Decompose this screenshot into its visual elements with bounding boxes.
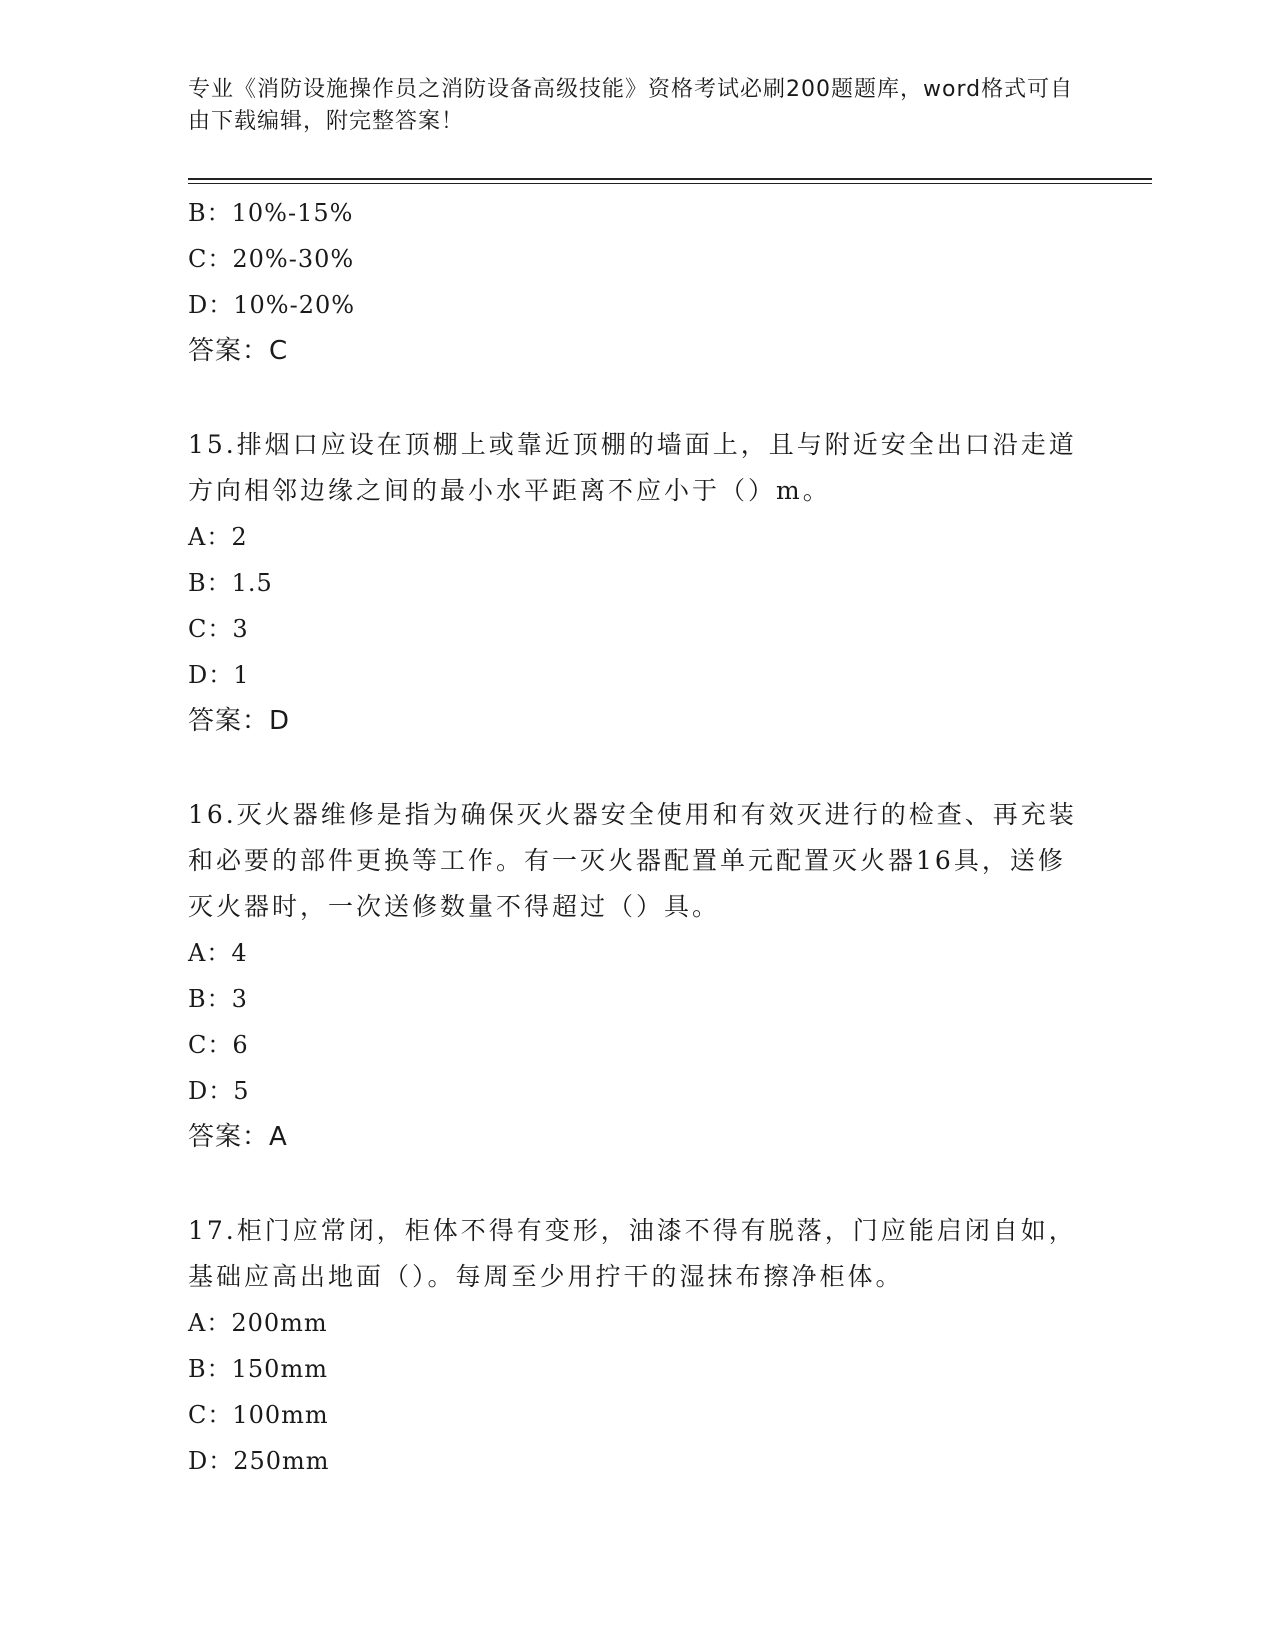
option-b: B：3 <box>188 985 248 1013</box>
option-c: C：20%-30% <box>188 245 355 273</box>
spacer <box>188 374 1088 422</box>
option-c: C：100mm <box>188 1401 329 1429</box>
header-divider-thick <box>188 178 1152 180</box>
question-17 <box>188 1208 1088 1484</box>
question-text: 16.灭火器维修是指为确保灭火器安全使用和有效灭进行的检查、再充装和必要的部件更换等工作。有一灭火器配置单元配置灭火器16具，送修灭火器时，一次送修数量不得超过（）具。 <box>188 800 1077 921</box>
option-a: A：200mm <box>188 1309 328 1337</box>
option-c: C：6 <box>188 1031 249 1059</box>
option-a: A：4 <box>188 939 248 967</box>
option-b: B：1.5 <box>188 569 273 597</box>
option-b: B：10%-15% <box>188 199 354 227</box>
question-14-tail <box>188 190 1088 374</box>
spacer <box>188 1160 1088 1208</box>
answer-line: 答案：C <box>188 336 289 366</box>
option-a: A：2 <box>188 523 248 551</box>
option-d: D：250mm <box>188 1447 330 1475</box>
header-divider-thin <box>188 183 1152 184</box>
question-text: 15.排烟口应设在顶棚上或靠近顶棚的墙面上，且与附近安全出口沿走道方向相邻边缘之间的最小水平距离不应小于（）m。 <box>188 430 1077 505</box>
option-c: C：3 <box>188 615 249 643</box>
question-16 <box>188 792 1088 1160</box>
answer-line: 答案：D <box>188 706 291 736</box>
document-header: 专业《消防设施操作员之消防设备高级技能》资格考试必刷200题题库，word格式可自由下载编辑，附完整答案！ <box>188 77 1074 134</box>
answer-line: 答案：A <box>188 1122 288 1152</box>
question-text: 17.柜门应常闭，柜体不得有变形，油漆不得有脱落，门应能启闭自如，基础应高出地面（）。每周至少用拧干的湿抹布擦净柜体。 <box>188 1216 1077 1291</box>
question-15 <box>188 422 1088 744</box>
option-d: D：10%-20% <box>188 291 356 319</box>
option-d: D：1 <box>188 661 250 689</box>
spacer <box>188 744 1088 792</box>
question-list <box>188 190 1088 1484</box>
option-d: D：5 <box>188 1077 250 1105</box>
option-b: B：150mm <box>188 1355 328 1383</box>
